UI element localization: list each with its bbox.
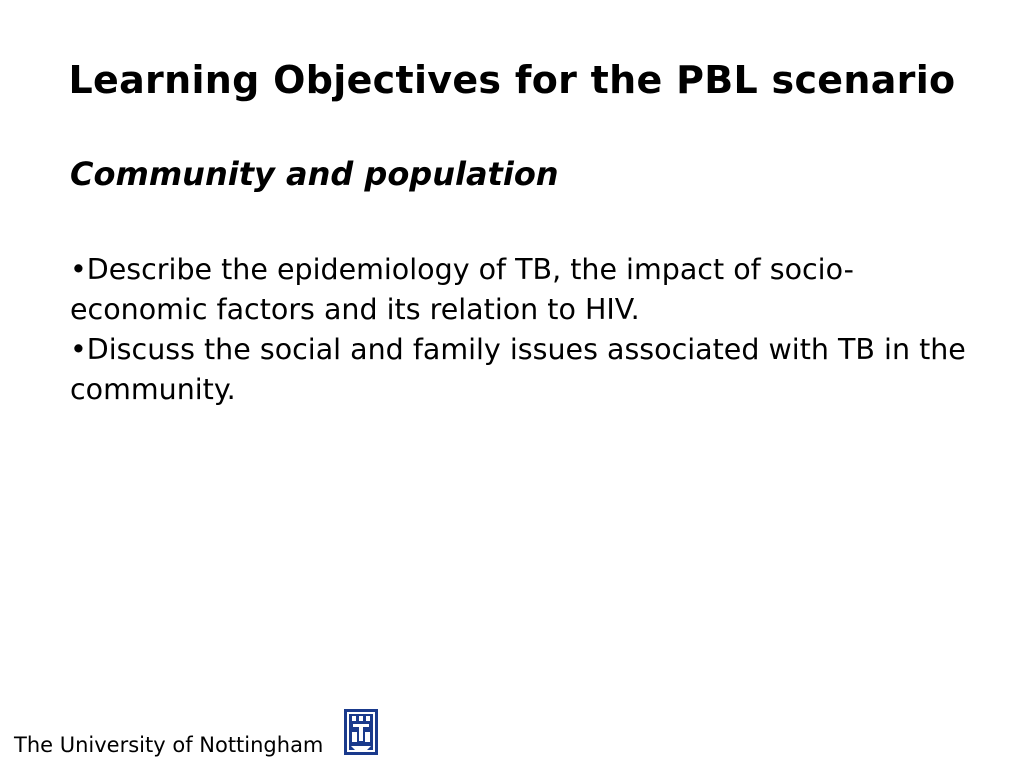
objectives-list (70, 250, 990, 410)
slide-title: Learning Objectives for the PBL scenario (68, 58, 956, 102)
footer-institution: The University of Nottingham (14, 733, 324, 757)
objective-item: •Describe the epidemiology of TB, the impact of socio-economic factors and its relation to HIV. (70, 253, 854, 326)
objective-item: •Discuss the social and family issues associated with TB in the community. (70, 333, 966, 406)
section-subtitle: Community and population (70, 155, 559, 193)
university-crest-icon (343, 708, 379, 756)
